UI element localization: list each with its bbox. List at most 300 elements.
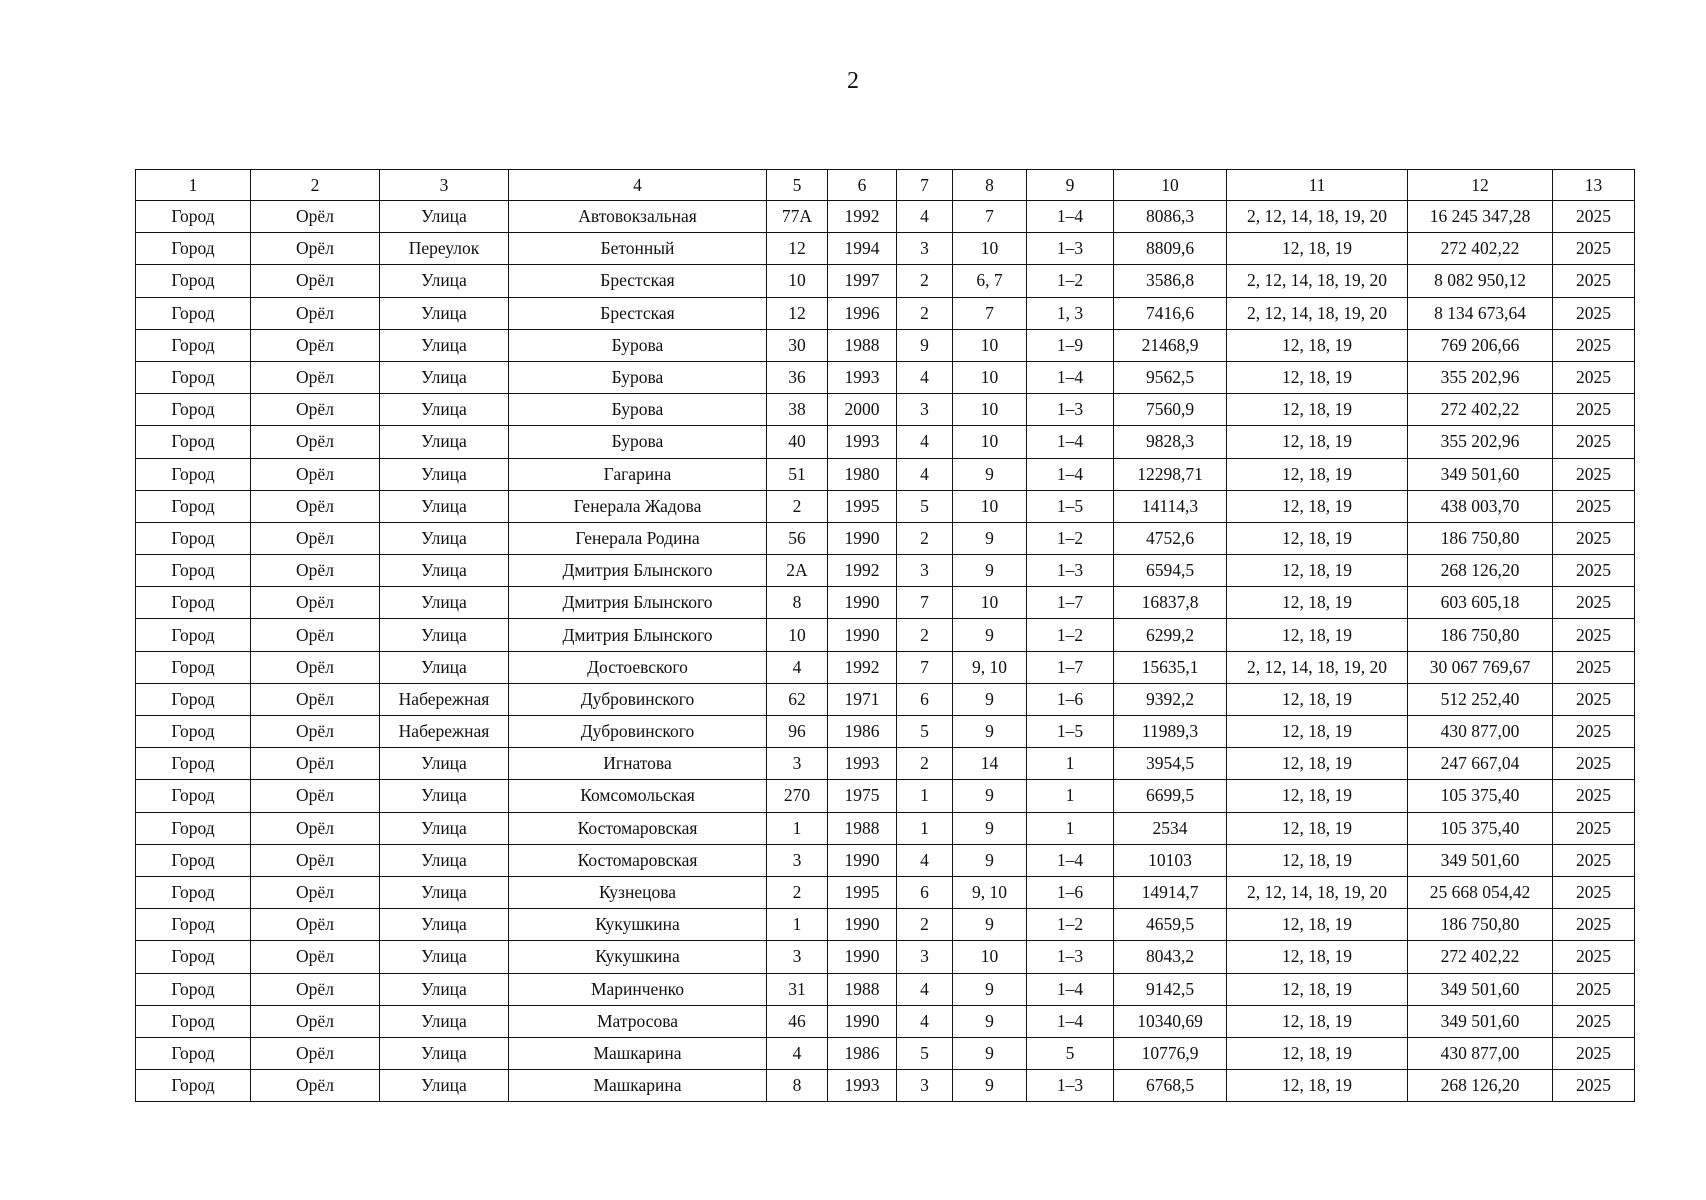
table-cell: 46	[767, 1005, 828, 1037]
table-cell: Город	[136, 651, 251, 683]
table-cell: 14114,3	[1114, 490, 1227, 522]
table-cell: 2, 12, 14, 18, 19, 20	[1227, 265, 1408, 297]
table-cell: 2А	[767, 555, 828, 587]
table-row	[136, 555, 1635, 587]
table-cell: 8086,3	[1114, 201, 1227, 233]
table-cell: Кукушкина	[509, 909, 767, 941]
table-cell: 1	[767, 909, 828, 941]
table-cell: 1–3	[1027, 941, 1114, 973]
table-cell: 2025	[1553, 490, 1635, 522]
table-cell: Комсомольская	[509, 780, 767, 812]
table-cell: 6699,5	[1114, 780, 1227, 812]
table-cell: 6299,2	[1114, 619, 1227, 651]
table-cell: 3	[767, 748, 828, 780]
table-cell: 1–2	[1027, 522, 1114, 554]
table-cell: Город	[136, 748, 251, 780]
table-cell: 2	[767, 876, 828, 908]
table-cell: 1990	[828, 909, 897, 941]
table-cell: 1–6	[1027, 876, 1114, 908]
table-row	[136, 233, 1635, 265]
table-cell: Город	[136, 844, 251, 876]
table-cell: 12, 18, 19	[1227, 844, 1408, 876]
column-header: 1	[136, 170, 251, 201]
table-cell: 10	[953, 426, 1027, 458]
table-cell: 1–6	[1027, 683, 1114, 715]
table-cell: 1	[897, 780, 953, 812]
table-cell: 1993	[828, 361, 897, 393]
table-cell: Город	[136, 716, 251, 748]
table-cell: Город	[136, 973, 251, 1005]
table-cell: 1988	[828, 973, 897, 1005]
table-cell: 4	[897, 1005, 953, 1037]
table-cell: Орёл	[251, 619, 380, 651]
table-cell: 1–4	[1027, 1005, 1114, 1037]
table-cell: 7	[953, 297, 1027, 329]
table-cell: 349 501,60	[1408, 844, 1553, 876]
table-cell: 2025	[1553, 812, 1635, 844]
table-cell: 1–3	[1027, 555, 1114, 587]
table-cell: 9	[953, 716, 1027, 748]
table-cell: 2025	[1553, 1070, 1635, 1102]
table-cell: Орёл	[251, 651, 380, 683]
table-cell: Орёл	[251, 1070, 380, 1102]
table-cell: 10	[953, 329, 1027, 361]
table-cell: 512 252,40	[1408, 683, 1553, 715]
table-cell: Город	[136, 909, 251, 941]
table-cell: 1–4	[1027, 973, 1114, 1005]
table-cell: 1–3	[1027, 1070, 1114, 1102]
table-cell: 15635,1	[1114, 651, 1227, 683]
table-cell: Орёл	[251, 361, 380, 393]
table-cell: Брестская	[509, 297, 767, 329]
table-cell: Улица	[380, 555, 509, 587]
column-header: 11	[1227, 170, 1408, 201]
header-row	[136, 170, 1635, 201]
table-cell: 9	[953, 522, 1027, 554]
table-cell: Улица	[380, 329, 509, 361]
table-cell: 31	[767, 973, 828, 1005]
table-cell: 2025	[1553, 909, 1635, 941]
column-header: 7	[897, 170, 953, 201]
table-cell: 268 126,20	[1408, 555, 1553, 587]
table-cell: 10340,69	[1114, 1005, 1227, 1037]
table-cell: Орёл	[251, 844, 380, 876]
table-cell: 12	[767, 233, 828, 265]
table-cell: 2	[897, 522, 953, 554]
table-row	[136, 297, 1635, 329]
table-cell: 4752,6	[1114, 522, 1227, 554]
table-cell: 2025	[1553, 716, 1635, 748]
table-cell: 12, 18, 19	[1227, 555, 1408, 587]
table-cell: 12, 18, 19	[1227, 909, 1408, 941]
table-cell: 2025	[1553, 1037, 1635, 1069]
table-cell: 9	[897, 329, 953, 361]
table-cell: Улица	[380, 297, 509, 329]
table-cell: 355 202,96	[1408, 426, 1553, 458]
table-cell: 2025	[1553, 329, 1635, 361]
table-cell: 2025	[1553, 619, 1635, 651]
table-cell: Город	[136, 780, 251, 812]
table-cell: 1	[1027, 780, 1114, 812]
table-cell: 14914,7	[1114, 876, 1227, 908]
table-body	[136, 201, 1635, 1102]
table-cell: 3	[767, 941, 828, 973]
table-cell: Улица	[380, 394, 509, 426]
table-row	[136, 522, 1635, 554]
table-cell: Генерала Родина	[509, 522, 767, 554]
table-row	[136, 748, 1635, 780]
table-cell: Костомаровская	[509, 812, 767, 844]
table-cell: Дубровинского	[509, 683, 767, 715]
table-cell: 6768,5	[1114, 1070, 1227, 1102]
table-cell: 10	[953, 361, 1027, 393]
table-cell: 2025	[1553, 522, 1635, 554]
table-cell: Город	[136, 426, 251, 458]
table-cell: Город	[136, 941, 251, 973]
table-cell: 9	[953, 1037, 1027, 1069]
table-cell: 3	[897, 394, 953, 426]
table-cell: 9, 10	[953, 876, 1027, 908]
table-cell: 9	[953, 780, 1027, 812]
table-cell: Орёл	[251, 973, 380, 1005]
table-cell: Орёл	[251, 1037, 380, 1069]
table-cell: 3	[767, 844, 828, 876]
table-cell: 2, 12, 14, 18, 19, 20	[1227, 651, 1408, 683]
table-cell: 9828,3	[1114, 426, 1227, 458]
table-cell: Набережная	[380, 683, 509, 715]
table-cell: Город	[136, 233, 251, 265]
table-cell: 430 877,00	[1408, 716, 1553, 748]
table-cell: 12, 18, 19	[1227, 748, 1408, 780]
table-cell: Орёл	[251, 876, 380, 908]
table-cell: Переулок	[380, 233, 509, 265]
table-cell: Улица	[380, 973, 509, 1005]
table-cell: 272 402,22	[1408, 233, 1553, 265]
table-cell: Орёл	[251, 812, 380, 844]
table-cell: Улица	[380, 490, 509, 522]
table-cell: 2025	[1553, 458, 1635, 490]
table-cell: Орёл	[251, 1005, 380, 1037]
table-cell: Орёл	[251, 748, 380, 780]
table-cell: Улица	[380, 201, 509, 233]
column-header: 5	[767, 170, 828, 201]
table-cell: 2, 12, 14, 18, 19, 20	[1227, 876, 1408, 908]
table-cell: 12298,71	[1114, 458, 1227, 490]
table-cell: 2025	[1553, 426, 1635, 458]
table-cell: 1993	[828, 748, 897, 780]
table-cell: 1–9	[1027, 329, 1114, 361]
table-row	[136, 265, 1635, 297]
table-cell: 1–7	[1027, 651, 1114, 683]
table-cell: 247 667,04	[1408, 748, 1553, 780]
table-cell: Орёл	[251, 780, 380, 812]
table-cell: 12, 18, 19	[1227, 941, 1408, 973]
table-cell: 1	[1027, 748, 1114, 780]
table-cell: Игнатова	[509, 748, 767, 780]
table-cell: 1993	[828, 1070, 897, 1102]
table-cell: 10	[953, 394, 1027, 426]
table-cell: 7	[897, 587, 953, 619]
column-header: 9	[1027, 170, 1114, 201]
table-cell: Орёл	[251, 329, 380, 361]
table-cell: 30 067 769,67	[1408, 651, 1553, 683]
table-cell: Костомаровская	[509, 844, 767, 876]
page-number: 2	[847, 68, 859, 94]
table-cell: Набережная	[380, 716, 509, 748]
table-cell: Автовокзальная	[509, 201, 767, 233]
table-row	[136, 1037, 1635, 1069]
table-row	[136, 941, 1635, 973]
table-cell: 2	[897, 909, 953, 941]
table-cell: 1–3	[1027, 233, 1114, 265]
table-cell: 2	[897, 748, 953, 780]
table-row	[136, 426, 1635, 458]
table-cell: 3586,8	[1114, 265, 1227, 297]
table-cell: 1–4	[1027, 844, 1114, 876]
table-cell: 12, 18, 19	[1227, 233, 1408, 265]
table-cell: Город	[136, 876, 251, 908]
table-cell: Улица	[380, 780, 509, 812]
table-cell: 12, 18, 19	[1227, 458, 1408, 490]
table-cell: 25 668 054,42	[1408, 876, 1553, 908]
table-cell: 12, 18, 19	[1227, 1005, 1408, 1037]
table-cell: 2025	[1553, 748, 1635, 780]
table-cell: 2, 12, 14, 18, 19, 20	[1227, 297, 1408, 329]
table-row	[136, 1005, 1635, 1037]
table-cell: Бурова	[509, 426, 767, 458]
table-cell: 8	[767, 1070, 828, 1102]
table-cell: 11989,3	[1114, 716, 1227, 748]
table-cell: 2025	[1553, 844, 1635, 876]
table-cell: Улица	[380, 651, 509, 683]
table-cell: 2, 12, 14, 18, 19, 20	[1227, 201, 1408, 233]
table-cell: 12, 18, 19	[1227, 522, 1408, 554]
table-cell: 2025	[1553, 780, 1635, 812]
table-cell: Город	[136, 458, 251, 490]
table-cell: 430 877,00	[1408, 1037, 1553, 1069]
table-cell: 1997	[828, 265, 897, 297]
table-cell: 9	[953, 909, 1027, 941]
table-cell: 9	[953, 1070, 1027, 1102]
table-cell: Орёл	[251, 522, 380, 554]
table-cell: Город	[136, 683, 251, 715]
table-cell: Орёл	[251, 716, 380, 748]
table-cell: Город	[136, 329, 251, 361]
table-cell: 10103	[1114, 844, 1227, 876]
table-cell: 12, 18, 19	[1227, 716, 1408, 748]
table-cell: Улица	[380, 941, 509, 973]
table-cell: 10	[953, 587, 1027, 619]
table-cell: Орёл	[251, 265, 380, 297]
table-cell: 5	[897, 490, 953, 522]
table-cell: 5	[1027, 1037, 1114, 1069]
table-cell: 2025	[1553, 876, 1635, 908]
table-cell: Город	[136, 265, 251, 297]
table-cell: 1986	[828, 1037, 897, 1069]
table-cell: 272 402,22	[1408, 941, 1553, 973]
table-row	[136, 619, 1635, 651]
table-cell: Орёл	[251, 941, 380, 973]
table-cell: Кузнецова	[509, 876, 767, 908]
table-cell: 1988	[828, 812, 897, 844]
table-cell: 9142,5	[1114, 973, 1227, 1005]
table-row	[136, 844, 1635, 876]
table-cell: 1–7	[1027, 587, 1114, 619]
table-cell: 1–5	[1027, 490, 1114, 522]
table-cell: 270	[767, 780, 828, 812]
column-header: 12	[1408, 170, 1553, 201]
table-cell: Матросова	[509, 1005, 767, 1037]
table-cell: 3	[897, 555, 953, 587]
table-cell: 268 126,20	[1408, 1070, 1553, 1102]
table-cell: 105 375,40	[1408, 812, 1553, 844]
table-cell: 7560,9	[1114, 394, 1227, 426]
table-cell: 4	[897, 201, 953, 233]
table-cell: Орёл	[251, 909, 380, 941]
table-cell: Город	[136, 394, 251, 426]
table-cell: 9392,2	[1114, 683, 1227, 715]
table-cell: 1–5	[1027, 716, 1114, 748]
table-cell: 3	[897, 233, 953, 265]
table-cell: Город	[136, 1070, 251, 1102]
column-header: 6	[828, 170, 897, 201]
table-cell: 9, 10	[953, 651, 1027, 683]
table-cell: 12, 18, 19	[1227, 812, 1408, 844]
table-cell: Орёл	[251, 233, 380, 265]
table-cell: 9	[953, 812, 1027, 844]
table-cell: 2025	[1553, 394, 1635, 426]
table-cell: Бетонный	[509, 233, 767, 265]
table-cell: Достоевского	[509, 651, 767, 683]
table-cell: Орёл	[251, 683, 380, 715]
table-cell: 9	[953, 458, 1027, 490]
table-cell: 96	[767, 716, 828, 748]
table-cell: Улица	[380, 458, 509, 490]
table-row	[136, 490, 1635, 522]
table-cell: 9	[953, 555, 1027, 587]
table-cell: Орёл	[251, 458, 380, 490]
table-cell: Гагарина	[509, 458, 767, 490]
table-cell: 1990	[828, 587, 897, 619]
table-cell: 438 003,70	[1408, 490, 1553, 522]
table-cell: 2025	[1553, 555, 1635, 587]
table-row	[136, 683, 1635, 715]
table-cell: 4	[897, 973, 953, 1005]
table-cell: 2025	[1553, 587, 1635, 619]
table-cell: Город	[136, 297, 251, 329]
table-cell: 349 501,60	[1408, 1005, 1553, 1037]
table-row	[136, 1070, 1635, 1102]
table-cell: 1–4	[1027, 201, 1114, 233]
table-cell: 1, 3	[1027, 297, 1114, 329]
table-cell: 4	[897, 426, 953, 458]
table-cell: Улица	[380, 522, 509, 554]
table-cell: Орёл	[251, 297, 380, 329]
table-cell: Улица	[380, 1070, 509, 1102]
table-cell: 9	[953, 683, 1027, 715]
table-cell: 2	[897, 297, 953, 329]
table-cell: Город	[136, 619, 251, 651]
table-cell: Улица	[380, 1037, 509, 1069]
table-cell: 1–4	[1027, 458, 1114, 490]
column-header: 8	[953, 170, 1027, 201]
table-cell: Город	[136, 361, 251, 393]
table-cell: 6	[897, 683, 953, 715]
table-cell: 1971	[828, 683, 897, 715]
table-cell: 1990	[828, 941, 897, 973]
table-cell: Дмитрия Блынского	[509, 587, 767, 619]
table-row	[136, 876, 1635, 908]
table-cell: Бурова	[509, 329, 767, 361]
table-cell: 2025	[1553, 1005, 1635, 1037]
table-cell: 2025	[1553, 683, 1635, 715]
table-cell: 1992	[828, 555, 897, 587]
table-cell: 4	[897, 361, 953, 393]
table-cell: 4659,5	[1114, 909, 1227, 941]
table-row	[136, 394, 1635, 426]
table-cell: Улица	[380, 619, 509, 651]
table-cell: 36	[767, 361, 828, 393]
table-cell: 8043,2	[1114, 941, 1227, 973]
table-cell: 56	[767, 522, 828, 554]
table-cell: 4	[767, 1037, 828, 1069]
table-cell: 12, 18, 19	[1227, 490, 1408, 522]
table-cell: 1994	[828, 233, 897, 265]
table-cell: 9562,5	[1114, 361, 1227, 393]
table-cell: Орёл	[251, 490, 380, 522]
table-cell: 1	[897, 812, 953, 844]
column-header: 3	[380, 170, 509, 201]
table-cell: 3	[897, 941, 953, 973]
table-cell: 10776,9	[1114, 1037, 1227, 1069]
table-cell: 12, 18, 19	[1227, 329, 1408, 361]
table-cell: 12, 18, 19	[1227, 426, 1408, 458]
table-cell: 77А	[767, 201, 828, 233]
table-cell: 10	[767, 265, 828, 297]
table-cell: 6	[897, 876, 953, 908]
table-cell: Город	[136, 555, 251, 587]
table-cell: 2000	[828, 394, 897, 426]
table-row	[136, 973, 1635, 1005]
table-cell: 12, 18, 19	[1227, 1070, 1408, 1102]
table-cell: Орёл	[251, 587, 380, 619]
table-cell: Город	[136, 490, 251, 522]
column-header: 4	[509, 170, 767, 201]
table-cell: 9	[953, 1005, 1027, 1037]
table-cell: 1	[1027, 812, 1114, 844]
table-cell: 12	[767, 297, 828, 329]
table-cell: 2025	[1553, 941, 1635, 973]
table-row	[136, 716, 1635, 748]
table-cell: 30	[767, 329, 828, 361]
table-cell: Орёл	[251, 394, 380, 426]
table-cell: 10	[953, 490, 1027, 522]
table-cell: 1975	[828, 780, 897, 812]
table-cell: 1	[767, 812, 828, 844]
table-cell: 1995	[828, 876, 897, 908]
table-cell: Дмитрия Блынского	[509, 619, 767, 651]
table-cell: 105 375,40	[1408, 780, 1553, 812]
table-cell: 1980	[828, 458, 897, 490]
table-row	[136, 780, 1635, 812]
table-cell: 21468,9	[1114, 329, 1227, 361]
table-cell: 1990	[828, 844, 897, 876]
table-row	[136, 587, 1635, 619]
table-cell: 1988	[828, 329, 897, 361]
table-cell: Улица	[380, 265, 509, 297]
table-cell: Улица	[380, 748, 509, 780]
table-cell: 8809,6	[1114, 233, 1227, 265]
